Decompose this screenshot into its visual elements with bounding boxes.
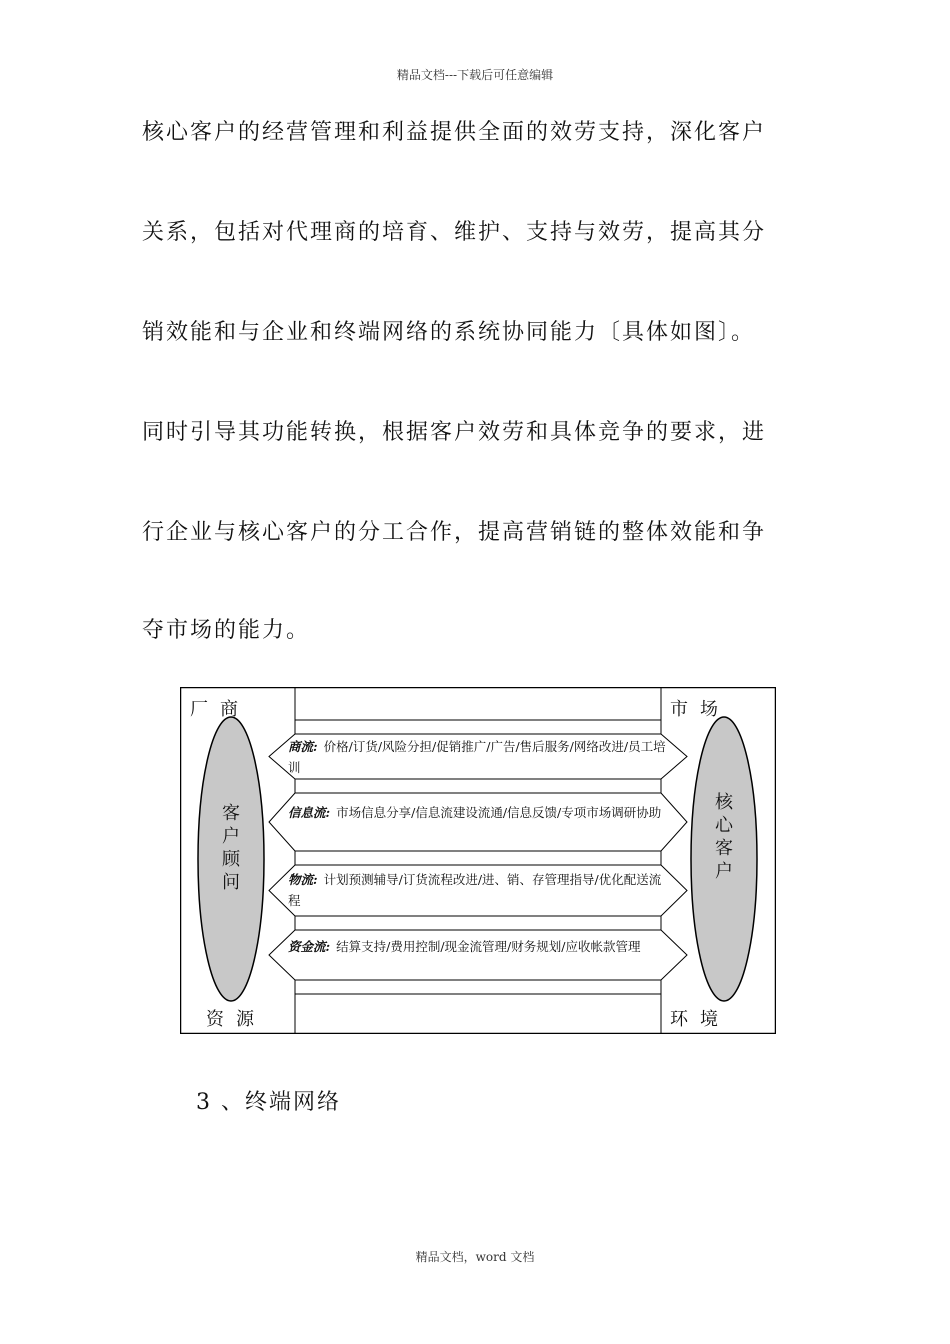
flow-name: 商流: xyxy=(288,739,318,754)
separator-bar xyxy=(295,980,661,994)
paragraph-line: 关系，包括对代理商的培育、维护、支持与效劳，提高其分 xyxy=(142,220,767,245)
paragraph-line: 核心客户的经营管理和利益提供全面的效劳支持，深化客户 xyxy=(142,120,767,145)
page-header: 精品文档---下载后可任意编辑 xyxy=(396,68,554,82)
flow-detail: 价格/订货/风险分担/促销推广/广告/售后服务/网络改进/员工培训 xyxy=(288,739,666,775)
flow-name: 物流: xyxy=(288,872,318,887)
paragraph-line: 夺市场的能力。 xyxy=(142,618,311,643)
flow-detail: 结算支持/费用控制/现金流管理/财务规划/应收帐款管理 xyxy=(336,939,641,954)
commerce-flow-text xyxy=(288,736,668,778)
corner-label-top-right: 市场 xyxy=(670,699,730,720)
flow-name: 资金流: xyxy=(288,939,331,954)
paragraph-line: 销效能和与企业和终端网络的系统协同能力〔具体如图〕。 xyxy=(142,320,756,345)
paragraph-line: 同时引导其功能转换，根据客户效劳和具体竞争的要求，进 xyxy=(142,420,767,445)
right-ellipse-label: 核心客户 xyxy=(715,792,733,882)
separator-bar xyxy=(295,851,661,865)
corner-label-bottom-right: 环境 xyxy=(670,1009,730,1030)
flow-name: 信息流: xyxy=(288,805,331,820)
section-heading: 3 、终端网络 xyxy=(196,1090,341,1115)
left-ellipse-label: 客户顾问 xyxy=(222,803,240,893)
corner-label-top-left: 厂商 xyxy=(190,699,250,720)
page-footer: 精品文档，word 文档 xyxy=(415,1250,535,1264)
flow-detail: 计划预测辅导/订货流程改进/进、销、存管理指导/优化配送流程 xyxy=(288,872,662,908)
logistics-flow-text xyxy=(288,869,668,911)
corner-label-bottom-left: 资源 xyxy=(206,1009,266,1030)
separator-bar xyxy=(295,916,661,930)
separator-bar xyxy=(295,720,661,734)
capital-flow-text xyxy=(288,936,668,957)
information-flow-text xyxy=(288,802,668,823)
separator-bar xyxy=(295,779,661,793)
paragraph-line: 行企业与核心客户的分工合作，提高营销链的整体效能和争 xyxy=(142,520,767,545)
customer-service-flow-diagram xyxy=(180,687,776,1034)
flow-detail: 市场信息分享/信息流建设流通/信息反馈/专项市场调研协助 xyxy=(336,805,662,820)
